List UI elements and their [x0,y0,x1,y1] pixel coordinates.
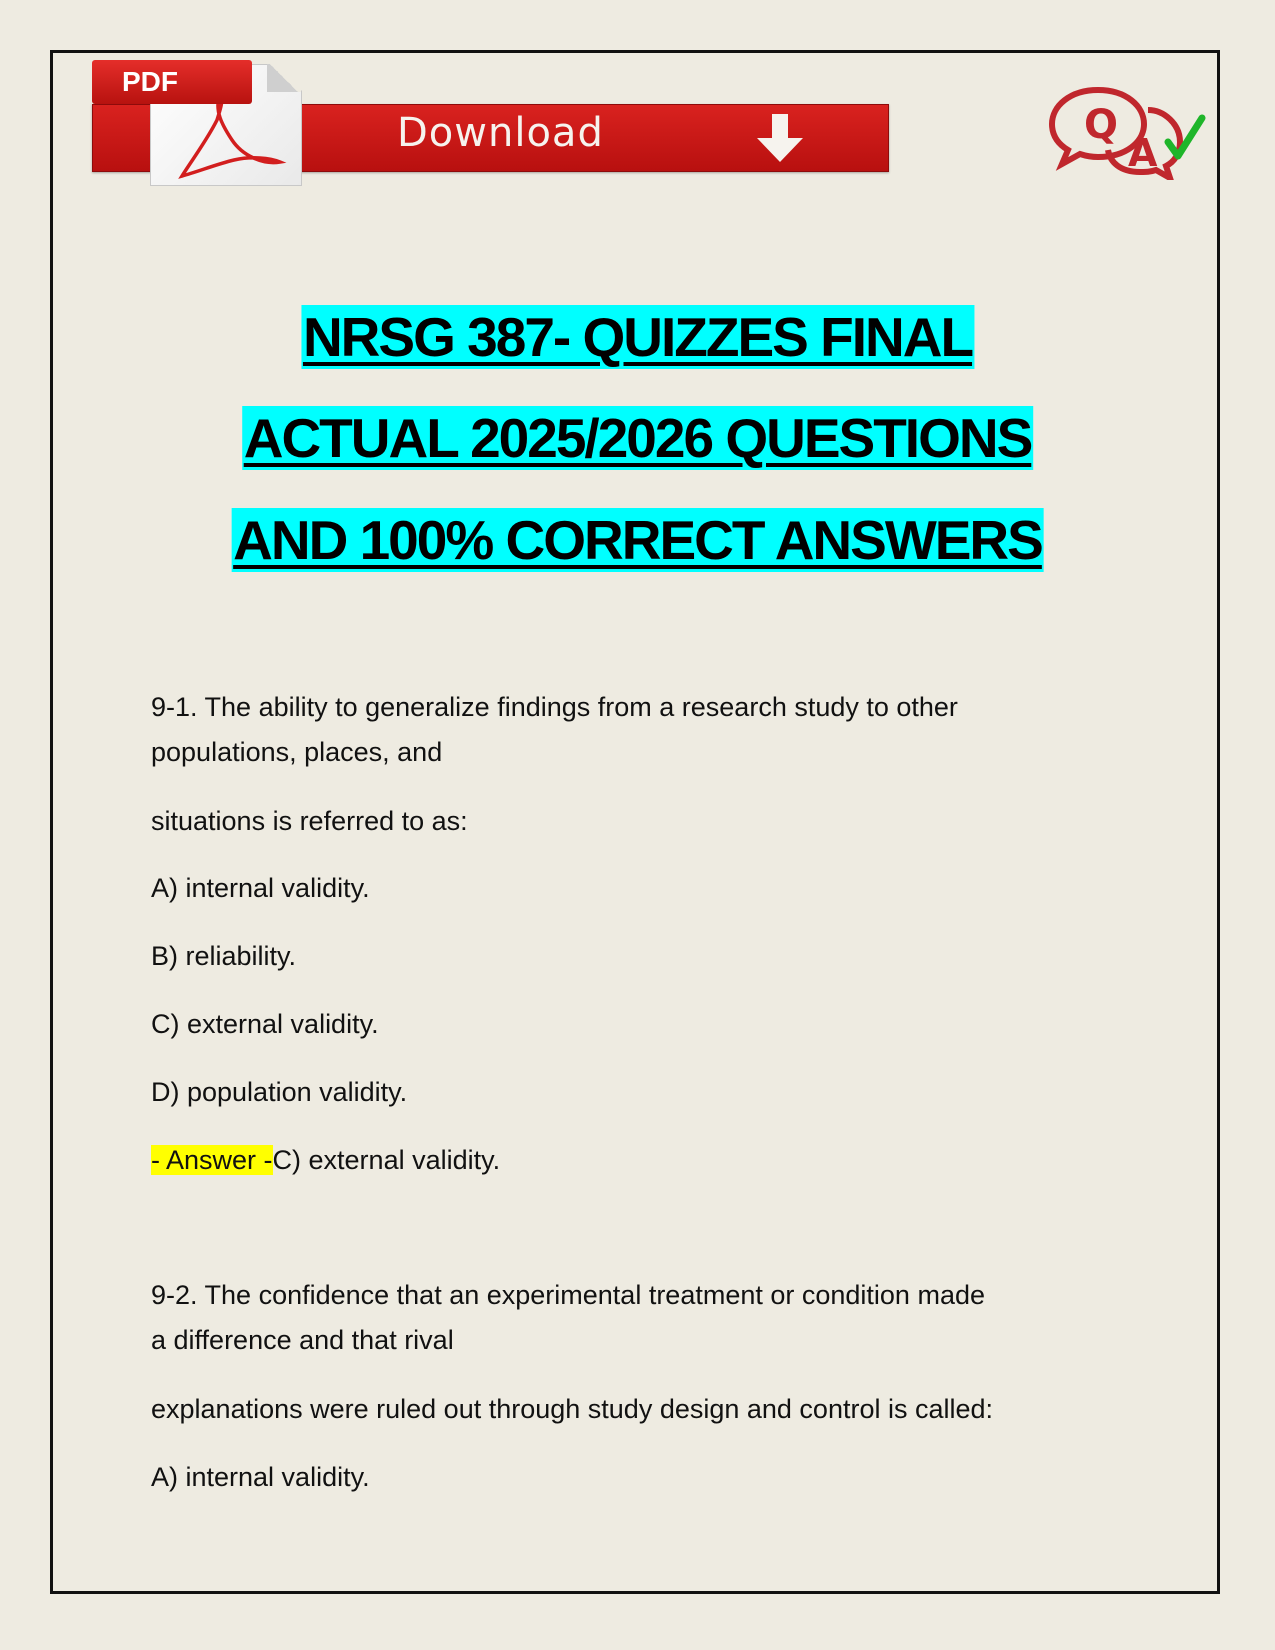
question-1-option-c: C) external validity. [151,1009,379,1039]
question-2-stem-line-2: a difference and that rival [151,1325,454,1355]
question-1-option-b: B) reliability. [151,941,297,971]
pdf-download-banner[interactable] [92,60,887,180]
question-2-option-a: A) internal validity. [151,1462,370,1492]
question-1-answer [151,1145,500,1176]
question-2-stem-line-1: 9-2. The confidence that an experimental treatment or condition made [151,1280,985,1310]
title-line-1: NRSG 387- QUIZZES FINAL [302,306,973,368]
question-1-stem-line-2: populations, places, and [151,737,443,767]
title-line-2: ACTUAL 2025/2026 QUESTIONS [243,407,1032,469]
question-2-stem-line-3: explanations were ruled out through study design and control is called: [151,1394,994,1424]
question-1-stem-line-1: 9-1. The ability to generalize findings from a research study to other [151,692,958,722]
pdf-page-fold [267,64,301,92]
pdf-tag: PDF [92,60,252,104]
qa-logo-icon [1040,80,1210,180]
title-line-3: AND 100% CORRECT ANSWERS [233,509,1042,571]
question-1-stem-line-3: situations is referred to as: [151,806,468,836]
answer-value: C) external validity. [272,1145,501,1175]
svg-text:Q: Q [1084,102,1119,148]
question-1-option-d: D) population validity. [151,1077,408,1107]
answer-label-highlight: - Answer - [151,1145,273,1175]
download-arrow-icon [757,114,803,164]
svg-text:A: A [1128,131,1158,175]
question-1-option-a: A) internal validity. [151,873,370,903]
download-label: Download [397,110,604,156]
